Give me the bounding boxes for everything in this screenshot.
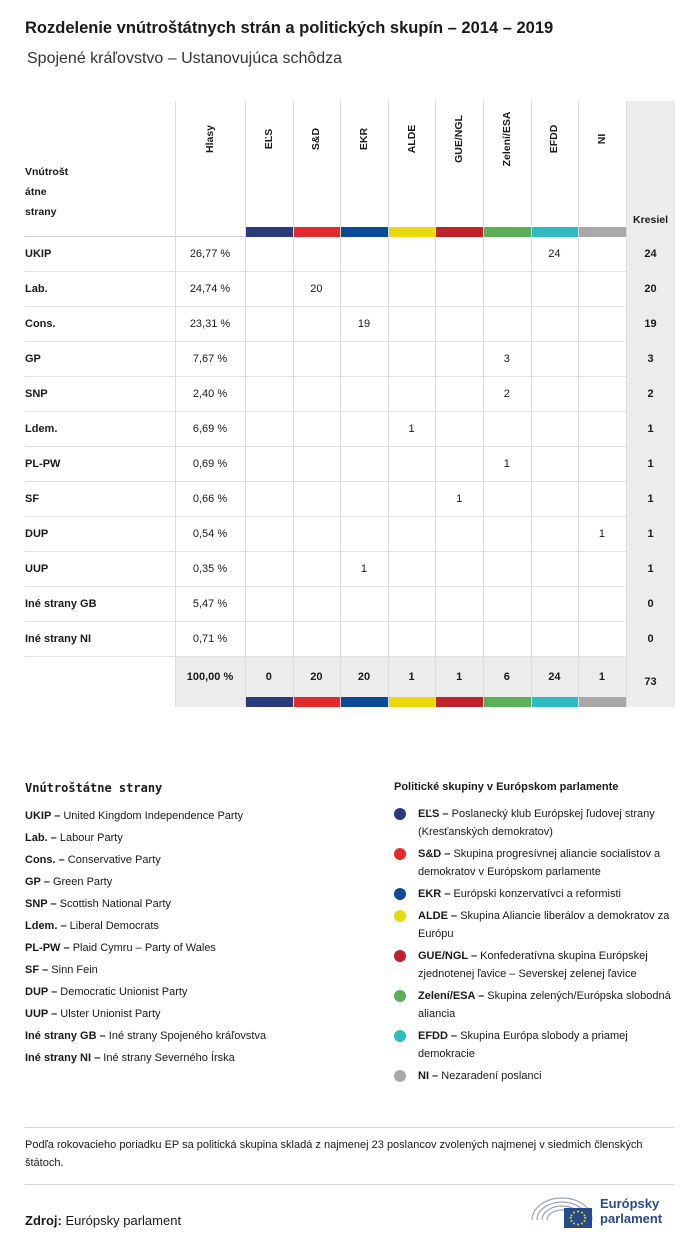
group-seat-cell — [483, 237, 531, 272]
group-color-dot-icon — [394, 990, 406, 1002]
group-seat-cell — [578, 237, 626, 272]
group-color-swatch — [578, 227, 626, 237]
party-legend-item — [25, 981, 365, 1003]
group-color-dot-icon — [394, 808, 406, 820]
grid-line — [388, 101, 389, 707]
group-header-label: ALDE — [405, 124, 418, 154]
group-seat-cell — [388, 307, 436, 342]
group-header-label: NI — [595, 133, 608, 145]
group-seat-cell — [388, 447, 436, 482]
group-legend-abbr: NI – — [418, 1070, 439, 1082]
group-total-cell: 1 — [408, 671, 415, 683]
group-seat-cell: 19 — [357, 318, 371, 330]
group-seat-cell — [435, 447, 483, 482]
hemicycle-eu-flag-icon — [530, 1190, 596, 1230]
group-seat-cell — [435, 307, 483, 342]
group-legend-abbr: Zelení/ESA – — [418, 990, 485, 1002]
group-seat-cell — [245, 272, 293, 307]
party-legend-abbr: Ldem. – — [25, 920, 67, 932]
group-seat-cell — [293, 237, 341, 272]
group-seat-cell — [531, 377, 579, 412]
party-name-cell: Ldem. — [25, 423, 58, 435]
group-seat-cell — [435, 552, 483, 587]
group-seat-cell — [245, 412, 293, 447]
seats-total-cell: 1 — [647, 493, 654, 505]
group-seat-cell: 2 — [503, 388, 510, 400]
party-legend-abbr: Iné strany GB – — [25, 1030, 106, 1042]
party-legend-abbr: SF – — [25, 964, 49, 976]
group-seat-cell — [340, 482, 388, 517]
logo-line-1: Európsky — [600, 1196, 660, 1211]
grid-line — [578, 101, 579, 707]
votes-cell: 5,47 % — [192, 598, 228, 610]
page-subtitle: Spojené kráľovstvo – Ustanovujúca schôdza — [27, 50, 343, 67]
group-legend-abbr: EKR – — [418, 888, 451, 900]
group-seat-cell — [483, 307, 531, 342]
group-color-swatch — [483, 227, 531, 237]
group-seat-cell — [388, 482, 436, 517]
group-color-swatch — [483, 697, 531, 707]
group-legend-name: Skupina zelených/Európska slobodná aliancia — [418, 990, 671, 1020]
group-seat-cell — [245, 622, 293, 657]
group-legend-item — [394, 947, 684, 983]
grid-line — [245, 101, 246, 707]
group-seat-cell — [293, 342, 341, 377]
group-legend-item — [394, 987, 684, 1023]
group-column-header — [293, 101, 341, 237]
party-legend-item — [25, 1025, 365, 1047]
group-legend-item — [394, 805, 684, 841]
group-seat-cell — [483, 517, 531, 552]
seats-total-cell: 0 — [647, 633, 654, 645]
group-seat-cell — [245, 552, 293, 587]
group-color-swatch — [340, 697, 388, 707]
party-legend-heading: Vnútroštátne strany — [25, 781, 163, 795]
group-seat-cell — [340, 237, 388, 272]
party-name-cell: Iné strany GB — [25, 598, 97, 610]
group-seat-cell — [293, 412, 341, 447]
group-seat-cell — [578, 447, 626, 482]
group-seat-cell — [293, 587, 341, 622]
party-column-header — [25, 162, 105, 222]
party-legend-item — [25, 805, 365, 827]
group-legend-item — [394, 885, 684, 903]
party-legend — [25, 781, 365, 1069]
group-color-swatch — [245, 227, 293, 237]
group-color-swatch — [531, 697, 579, 707]
group-seat-cell — [293, 447, 341, 482]
party-name-cell: Lab. — [25, 283, 48, 295]
group-seat-cell — [578, 482, 626, 517]
votes-cell: 24,74 % — [189, 283, 231, 295]
group-seat-cell — [435, 272, 483, 307]
group-color-swatch — [388, 697, 436, 707]
group-color-swatch — [435, 227, 483, 237]
group-seat-cell: 1 — [503, 458, 510, 470]
group-seat-cell — [531, 412, 579, 447]
group-color-dot-icon — [394, 848, 406, 860]
votes-cell: 23,31 % — [189, 318, 231, 330]
group-seat-cell — [483, 587, 531, 622]
group-seat-cell — [293, 622, 341, 657]
votes-cell: 6,69 % — [192, 423, 228, 435]
group-color-dot-icon — [394, 888, 406, 900]
group-seat-cell — [388, 342, 436, 377]
party-legend-abbr: PL-PW – — [25, 942, 70, 954]
group-color-swatch — [293, 227, 341, 237]
group-header-label: EKR — [357, 127, 370, 151]
party-legend-name: Sinn Fein — [51, 964, 98, 976]
group-seat-cell — [293, 307, 341, 342]
group-seat-cell — [578, 412, 626, 447]
seats-total-cell: 0 — [647, 598, 654, 610]
group-legend-abbr: GUE/NGL – — [418, 950, 478, 962]
group-legend-item — [394, 845, 684, 881]
seats-total-cell: 19 — [644, 318, 657, 330]
group-seat-cell — [435, 517, 483, 552]
group-color-dot-icon — [394, 910, 406, 922]
source-value: Európsky parlament — [65, 1213, 182, 1228]
group-column-header — [483, 101, 531, 237]
group-legend-item — [394, 907, 684, 943]
group-seat-cell — [388, 622, 436, 657]
group-header-label: Zelení/ESA — [500, 111, 513, 167]
votes-cell: 0,54 % — [192, 528, 228, 540]
party-legend-item — [25, 893, 365, 915]
group-color-swatch — [435, 697, 483, 707]
party-column-header-line: átne — [25, 186, 47, 198]
group-seat-cell — [245, 482, 293, 517]
source — [25, 1213, 181, 1228]
group-color-swatch — [531, 227, 579, 237]
group-seat-cell — [531, 622, 579, 657]
group-header-label: GUE/NGL — [453, 115, 466, 163]
seats-grand-total-cell: 73 — [644, 676, 657, 688]
party-name-cell: UKIP — [25, 248, 52, 260]
group-seat-cell: 24 — [548, 248, 561, 260]
group-seat-cell — [531, 307, 579, 342]
group-total-cell: 20 — [357, 671, 371, 683]
ep-logo — [530, 1190, 680, 1230]
party-legend-abbr: SNP – — [25, 898, 57, 910]
grid-line — [175, 101, 176, 707]
group-seat-cell — [531, 517, 579, 552]
group-color-swatch — [245, 697, 293, 707]
group-seat-cell — [388, 237, 436, 272]
group-total-cell: 1 — [598, 671, 606, 683]
group-legend-name: Nezaradení poslanci — [441, 1070, 542, 1082]
group-seat-cell — [531, 552, 579, 587]
votes-column-header — [175, 101, 245, 237]
group-seat-cell — [483, 272, 531, 307]
seats-total-cell: 24 — [644, 248, 657, 260]
group-seat-cell — [435, 412, 483, 447]
group-column-header — [340, 101, 388, 237]
group-seat-cell — [245, 517, 293, 552]
footnote: Podľa rokovacieho poriadku EP sa politická skupina skladá z najmenej 23 poslancov zvolených najmenej v siedmich členských štátoch. — [25, 1127, 675, 1185]
party-legend-item — [25, 1047, 365, 1069]
group-column-header — [245, 101, 293, 237]
party-legend-name: Iné strany Spojeného kráľovstva — [108, 1030, 267, 1042]
group-seat-cell — [293, 482, 341, 517]
party-legend-name: Democratic Unionist Party — [60, 986, 188, 998]
group-header-label: EĽS — [262, 128, 275, 150]
party-legend-abbr: UKIP – — [25, 810, 61, 822]
group-seat-cell — [340, 622, 388, 657]
group-seat-cell — [245, 377, 293, 412]
group-seat-cell — [531, 447, 579, 482]
group-seat-cell — [578, 342, 626, 377]
group-seat-cell — [531, 342, 579, 377]
votes-cell: 0,35 % — [192, 563, 228, 575]
group-total-cell: 24 — [548, 671, 561, 683]
group-legend-abbr: ALDE – — [418, 910, 458, 922]
group-legend-name: Skupina Európa slobody a priamej demokracie — [418, 1030, 628, 1060]
group-column-header — [531, 101, 579, 237]
group-legend-item — [394, 1027, 684, 1063]
group-seat-cell — [293, 377, 341, 412]
group-legend-item — [394, 1067, 684, 1085]
party-legend-item — [25, 937, 365, 959]
party-legend-item — [25, 915, 365, 937]
group-column-header — [578, 101, 626, 237]
group-color-dot-icon — [394, 1030, 406, 1042]
party-name-cell: DUP — [25, 528, 49, 540]
group-seat-cell — [388, 377, 436, 412]
group-seat-cell — [578, 272, 626, 307]
votes-cell: 0,66 % — [192, 493, 228, 505]
group-seat-cell — [293, 517, 341, 552]
group-total-cell: 6 — [503, 671, 510, 683]
party-legend-item — [25, 849, 365, 871]
group-seat-cell — [340, 587, 388, 622]
group-header-label: S&D — [310, 127, 323, 151]
group-seat-cell — [531, 587, 579, 622]
party-name-cell: SNP — [25, 388, 48, 400]
group-legend-abbr: EĽS – — [418, 808, 449, 820]
group-color-swatch — [578, 697, 626, 707]
party-legend-name: Conservative Party — [67, 854, 161, 866]
group-seat-cell — [531, 272, 579, 307]
group-seat-cell — [435, 377, 483, 412]
party-legend-abbr: Lab. – — [25, 832, 57, 844]
party-legend-abbr: Cons. – — [25, 854, 65, 866]
source-label: Zdroj: — [25, 1213, 62, 1228]
party-column-header-line: Vnútrošt — [25, 166, 69, 178]
group-seat-cell — [340, 272, 388, 307]
votes-total-cell: 100,00 % — [186, 671, 234, 683]
group-color-dot-icon — [394, 950, 406, 962]
grid-line — [626, 101, 627, 707]
votes-cell: 26,77 % — [189, 248, 231, 260]
party-legend-name: Ulster Unionist Party — [60, 1008, 161, 1020]
group-seat-cell — [388, 517, 436, 552]
party-legend-name: United Kingdom Independence Party — [63, 810, 244, 822]
group-seat-cell: 1 — [408, 423, 415, 435]
group-color-swatch — [293, 697, 341, 707]
group-seat-cell — [483, 622, 531, 657]
group-seat-cell — [388, 272, 436, 307]
group-seat-cell — [578, 377, 626, 412]
group-seat-cell — [435, 342, 483, 377]
votes-cell: 0,69 % — [192, 458, 228, 470]
group-seat-cell: 3 — [503, 353, 510, 365]
page-title: Rozdelenie vnútroštátnych strán a politických skupín – 2014 – 2019 — [25, 19, 554, 37]
party-column-header-line: strany — [25, 206, 57, 218]
group-seat-cell: 1 — [598, 528, 606, 540]
group-seat-cell — [245, 447, 293, 482]
group-seat-cell — [531, 482, 579, 517]
group-seat-cell — [435, 587, 483, 622]
grid-line — [483, 101, 484, 707]
seats-total-cell: 1 — [647, 458, 654, 470]
group-total-cell: 1 — [456, 671, 463, 683]
group-legend — [394, 781, 684, 1089]
group-column-header — [435, 101, 483, 237]
group-legend-name: Európski konzervatívci a reformisti — [453, 888, 621, 900]
party-name-cell: Iné strany NI — [25, 633, 92, 645]
party-legend-item — [25, 1003, 365, 1025]
grid-line — [340, 101, 341, 707]
party-name-cell: GP — [25, 353, 41, 365]
group-seat-cell — [340, 447, 388, 482]
votes-cell: 0,71 % — [192, 633, 228, 645]
party-legend-item — [25, 871, 365, 893]
party-legend-name: Liberal Democrats — [69, 920, 159, 932]
group-seat-cell — [578, 307, 626, 342]
seats-total-cell: 20 — [644, 283, 657, 295]
group-seat-cell — [245, 237, 293, 272]
votes-header-label: Hlasy — [204, 124, 216, 154]
group-legend-name: Skupina progresívnej aliancie socialistov a demokratov v Európskom parlamente — [418, 848, 661, 878]
party-legend-name: Labour Party — [59, 832, 123, 844]
party-legend-abbr: DUP – — [25, 986, 58, 998]
group-seat-cell — [340, 517, 388, 552]
group-seat-cell — [578, 587, 626, 622]
group-seat-cell — [340, 412, 388, 447]
group-legend-name: Konfederatívna skupina Európskej zjednotenej ľavice – Severskej zelenej ľavice — [418, 950, 648, 980]
group-seat-cell — [483, 552, 531, 587]
votes-cell: 7,67 % — [192, 353, 228, 365]
seats-total-cell: 1 — [647, 423, 654, 435]
group-color-dot-icon — [394, 1070, 406, 1082]
party-legend-name: Green Party — [52, 876, 113, 888]
group-seat-cell — [245, 307, 293, 342]
group-seat-cell: 1 — [360, 563, 368, 575]
group-legend-name: Skupina Aliancie liberálov a demokratov za Európu — [418, 910, 670, 940]
party-legend-name: Plaid Cymru – Party of Wales — [72, 942, 216, 954]
party-name-cell: UUP — [25, 563, 49, 575]
group-seat-cell — [483, 482, 531, 517]
group-seat-cell — [340, 377, 388, 412]
group-seat-cell — [483, 412, 531, 447]
party-name-cell: SF — [25, 493, 40, 505]
seats-total-cell: 2 — [647, 388, 654, 400]
logo-line-2: parlament — [600, 1211, 663, 1226]
seats-header-label: Kresiel — [632, 214, 669, 226]
group-seat-cell — [388, 587, 436, 622]
party-legend-item — [25, 827, 365, 849]
party-legend-item — [25, 959, 365, 981]
group-seat-cell — [578, 552, 626, 587]
group-legend-name: Poslanecký klub Európskej ľudovej strany (Kresťanských demokratov) — [418, 808, 655, 838]
group-seat-cell — [435, 237, 483, 272]
group-seat-cell: 20 — [310, 283, 323, 295]
group-color-swatch — [340, 227, 388, 237]
group-legend-abbr: S&D – — [418, 848, 451, 860]
group-legend-heading: Politické skupiny v Európskom parlamente — [394, 781, 619, 793]
group-seat-cell — [340, 342, 388, 377]
votes-cell: 2,40 % — [192, 388, 228, 400]
grid-line — [435, 101, 436, 707]
seat-distribution-table — [25, 101, 675, 707]
group-total-cell: 0 — [265, 671, 272, 683]
group-legend-abbr: EFDD – — [418, 1030, 458, 1042]
party-legend-abbr: GP – — [25, 876, 50, 888]
group-seat-cell — [578, 622, 626, 657]
party-legend-name: Iné strany Severného Írska — [103, 1052, 235, 1064]
group-seat-cell — [245, 587, 293, 622]
seats-total-cell: 1 — [647, 528, 654, 540]
group-header-label: EFDD — [548, 124, 561, 154]
party-name-cell: PL-PW — [25, 458, 61, 470]
group-color-swatch — [388, 227, 436, 237]
party-legend-abbr: UUP – — [25, 1008, 58, 1020]
seats-total-cell: 3 — [647, 353, 654, 365]
group-seat-cell — [293, 552, 341, 587]
party-name-cell: Cons. — [25, 318, 56, 330]
group-seat-cell — [388, 552, 436, 587]
party-legend-name: Scottish National Party — [59, 898, 171, 910]
group-seat-cell: 1 — [456, 493, 463, 505]
group-column-header — [388, 101, 436, 237]
grid-line — [293, 101, 294, 707]
group-total-cell: 20 — [310, 671, 323, 683]
group-seat-cell — [435, 622, 483, 657]
grid-line — [531, 101, 532, 707]
seats-total-cell: 1 — [647, 563, 654, 575]
party-legend-abbr: Iné strany NI – — [25, 1052, 101, 1064]
group-seat-cell — [245, 342, 293, 377]
